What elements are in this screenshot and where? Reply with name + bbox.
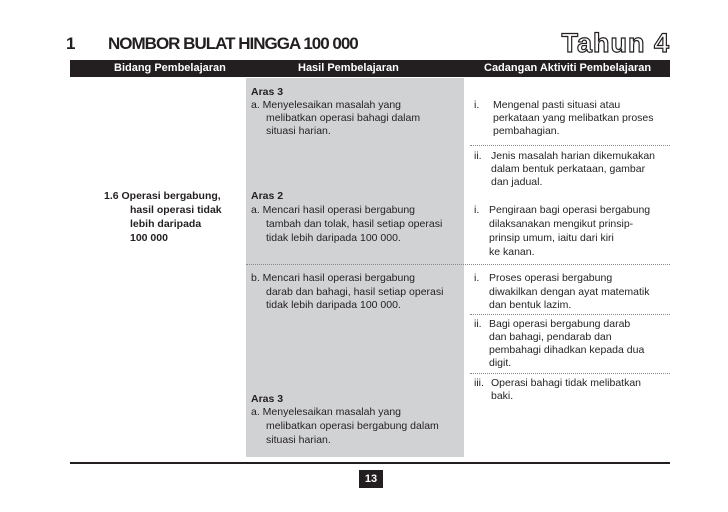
topic-line: lebih daripada [130,218,202,230]
activity-marker: ii. [474,150,482,162]
column-header-hasil: Hasil Pembelajaran [298,62,399,74]
outcome-line: a. Menyelesaikan masalah yang [251,99,402,111]
row-separator [470,373,670,374]
activity-line: perkataan yang melibatkan proses [493,112,654,124]
column-header-bidang: Bidang Pembelajaran [114,62,226,74]
topic-line: hasil operasi tidak [130,204,222,216]
outcome-line: situasi harian. [266,434,331,446]
activity-line: Pengiraan bagi operasi bergabung [489,204,651,216]
chapter-title: NOMBOR BULAT HINGGA 100 000 [108,34,358,53]
column-header-cadangan: Cadangan Aktiviti Pembelajaran [484,62,652,74]
outcome-line: darab dan bahagi, hasil setiap operasi [266,286,444,298]
activity-line: Mengenal pasti situasi atau [493,99,621,111]
activity-line: dan bentuk lazim. [489,299,572,311]
row-separator [246,264,670,265]
activity-line: Jenis masalah harian dikemukakan [491,150,656,162]
footer-divider [70,462,670,464]
activity-marker: ii. [474,318,482,330]
activity-marker: iii. [474,377,484,389]
activity-marker: i. [474,272,480,284]
outcome-line: a. Mencari hasil operasi bergabung [251,204,416,216]
activity-line: dilaksanakan mengikut prinsip- [489,218,634,230]
activity-line: dan bahagi, pendarab dan [489,331,612,343]
activity-line: ke kanan. [489,246,535,258]
outcome-line: b. Mencari hasil operasi bergabung [251,272,416,284]
topic-line: 1.6 Operasi bergabung, [104,190,221,202]
outcome-line: situasi harian. [266,125,331,137]
activity-line: dan jadual. [491,176,543,188]
outcome-line: tidak lebih daripada 100 000. [266,299,401,311]
activity-marker: i. [474,99,480,111]
outcome-line: tidak lebih daripada 100 000. [266,232,401,244]
activity-line: Proses operasi bergabung [489,272,613,284]
topic-line: 100 000 [130,232,168,244]
level-heading: Aras 3 [251,393,284,405]
activity-line: baki. [491,390,514,402]
activity-line: pembahagian. [493,125,560,137]
outcome-line: melibatkan operasi bahagi dalam [266,112,421,124]
year-label: Tahun 4 [561,28,670,58]
activity-line: Operasi bahagi tidak melibatkan [491,377,642,389]
outcome-line: a. Menyelesaikan masalah yang [251,406,402,418]
row-separator [470,145,670,146]
page-number: 13 [359,470,383,488]
activity-line: prinsip umum, iaitu dari kiri [489,232,614,244]
activity-line: digit. [489,357,512,369]
chapter-number: 1 [66,34,75,53]
row-separator [470,314,670,315]
activity-line: pembahagi dihadkan kepada dua [489,344,645,356]
activity-line: Bagi operasi bergabung darab [489,318,631,330]
activity-marker: i. [474,204,480,216]
outcome-line: melibatkan operasi bergabung dalam [266,420,439,432]
outcome-line: tambah dan tolak, hasil setiap operasi [266,218,443,230]
activity-line: diwakilkan dengan ayat matematik [489,286,650,298]
activity-line: dalam bentuk perkataan, gambar [491,163,646,175]
level-heading: Aras 2 [251,190,284,202]
level-heading: Aras 3 [251,86,284,98]
